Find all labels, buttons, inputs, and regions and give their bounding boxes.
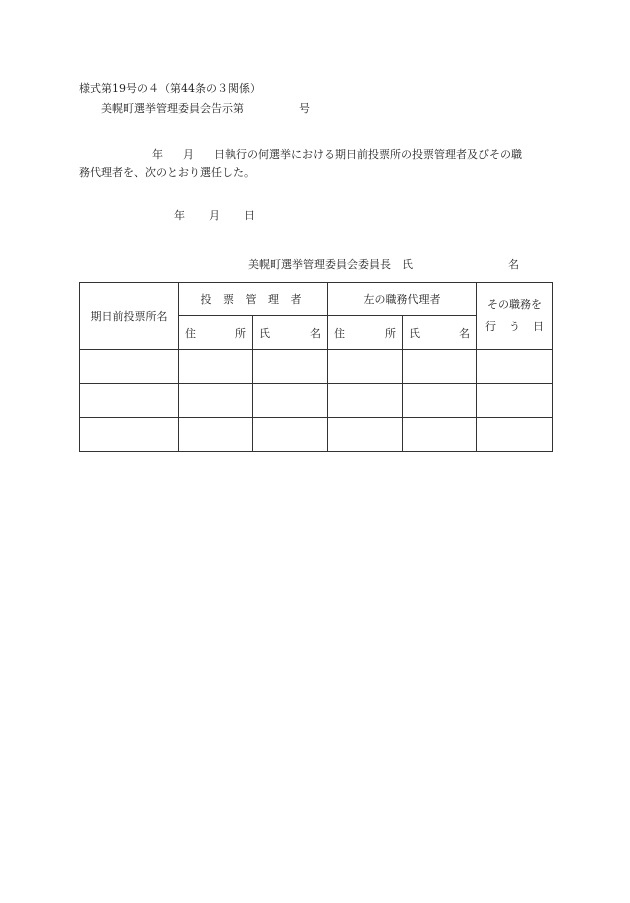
cell-deputy-name[interactable] — [403, 418, 477, 452]
cell-manager-name[interactable] — [253, 384, 328, 418]
cell-manager-name[interactable] — [253, 418, 328, 452]
header-duty-days — [477, 283, 553, 350]
notice-prefix: 美幌町選挙管理委員会告示第 — [101, 102, 244, 115]
cell-deputy-address[interactable] — [328, 350, 403, 384]
cell-location[interactable] — [80, 418, 179, 452]
cell-deputy-address[interactable] — [328, 418, 403, 452]
signature-title: 美幌町選挙管理委員会委員長 氏 — [248, 258, 413, 271]
header-deputy-group: 左の職務代理者 — [328, 283, 477, 316]
header-location: 期日前投票所名 — [80, 283, 179, 350]
body-text-line-2: 務代理者を、次のとおり選任した。 — [79, 166, 255, 179]
cell-location[interactable] — [80, 350, 179, 384]
duty-char-1: 行 — [485, 320, 496, 333]
cell-manager-address[interactable] — [179, 418, 253, 452]
appointment-table — [79, 282, 553, 452]
body-month: 月 — [183, 148, 194, 161]
date-year: 年 — [174, 209, 185, 222]
cell-deputy-name[interactable] — [403, 384, 477, 418]
signature-name-suffix: 名 — [508, 258, 519, 271]
cell-manager-address[interactable] — [179, 350, 253, 384]
duty-line-1: その職務を — [487, 298, 542, 311]
cell-duty-days[interactable] — [477, 418, 553, 452]
duty-char-3: 日 — [533, 320, 544, 333]
cell-manager-address[interactable] — [179, 384, 253, 418]
cell-deputy-name[interactable] — [403, 350, 477, 384]
table-header-row-1 — [80, 283, 553, 316]
date-month: 月 — [209, 209, 220, 222]
header-manager-address: 住 所 — [179, 316, 253, 350]
date-line — [174, 209, 255, 223]
body-text-line-1 — [152, 148, 522, 162]
header-deputy-address: 住 所 — [328, 316, 403, 350]
header-deputy-name: 氏 名 — [403, 316, 477, 350]
header-manager-group: 投 票 管 理 者 — [179, 283, 328, 316]
table-row — [80, 384, 553, 418]
body-year: 年 — [152, 148, 163, 161]
cell-duty-days[interactable] — [477, 384, 553, 418]
body-day-text: 日執行の何選挙における期日前投票所の投票管理者及びその職 — [214, 148, 522, 161]
cell-manager-name[interactable] — [253, 350, 328, 384]
form-number: 様式第19号の４（第44条の３関係） — [79, 82, 261, 95]
signature-line — [248, 258, 519, 272]
table-row — [80, 418, 553, 452]
header-manager-name: 氏 名 — [253, 316, 328, 350]
notice-number-line — [101, 102, 310, 116]
cell-duty-days[interactable] — [477, 350, 553, 384]
notice-suffix: 号 — [299, 102, 310, 115]
date-day: 日 — [244, 209, 255, 222]
cell-location[interactable] — [80, 384, 179, 418]
table-row — [80, 350, 553, 384]
cell-deputy-address[interactable] — [328, 384, 403, 418]
duty-char-2: う — [509, 320, 520, 333]
